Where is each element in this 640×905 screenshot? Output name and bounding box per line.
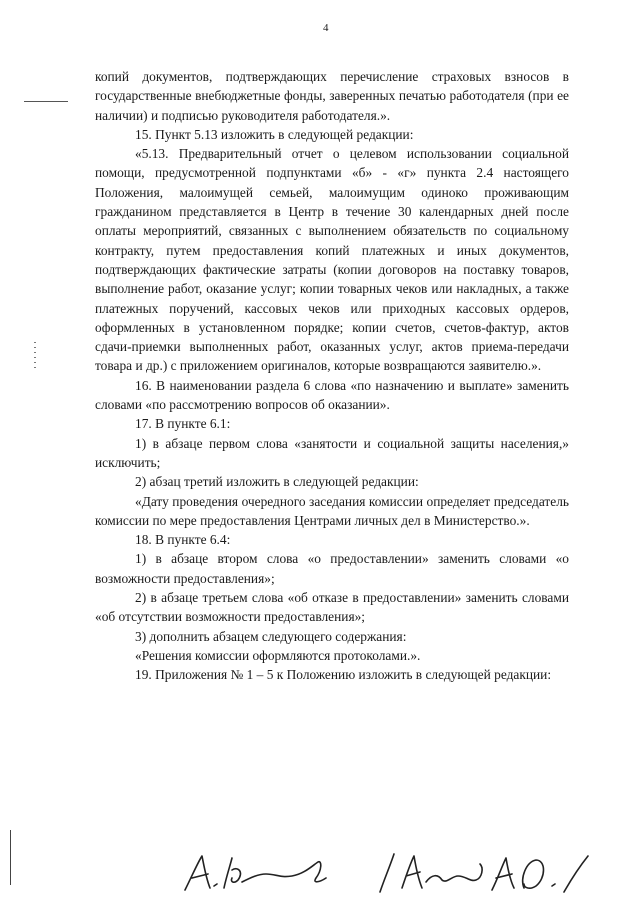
page-number: 4	[323, 22, 329, 34]
document-body	[95, 67, 569, 685]
item-18: 18. В пункте 6.4:	[135, 532, 231, 548]
item-5-13-text: «5.13. Предварительный отчет о целевом использовании социальной помощи, предусмотренной подпунктами «б» - «г» пункта 2.4 настоящего Положения, малоимущей семьей, малоимущим одиноко проживающим гражданином представляется в Центр в течение 30 календарных дней после оплаты мероприятий, связанных с выполнением обязательств по социальному контракту, путем предоставления копий платежных и иных документов, подтверждающих фактические затраты (копии договоров на поставку товаров, выполнение работ, оказание услуг; копии товарных чеков или накладных, а также платежных поручений, кассовых чеков или приходных кассовых ордеров, оформленных в установленном порядке; копии счетов, счетов-фактур, актов сдачи-приемки выполненных работ, оказанных услуг, актов приема-передачи товара и др.) с приложением оригиналов, которые возвращаются заявителю.».	[95, 146, 569, 374]
item-17: 17. В пункте 6.1:	[135, 416, 231, 432]
item-19: 19. Приложения № 1 – 5 к Положению изложить в следующей редакции:	[135, 667, 552, 683]
item-18-quote: «Решения комиссии оформляются протоколами.».	[135, 647, 421, 663]
item-18-sub-2: 2) в абзаце третьем слова «об отказе в предоставлении» заменить словами «об отсутствии возможности предоставления»;	[95, 590, 569, 625]
item-17-quote: «Дату проведения очередного заседания комиссии определяет председатель комиссии по мере предоставления Центрами личных дел в Министерство.».	[95, 493, 569, 528]
item-18-sub-1: 1) в абзаце втором слова «о предоставлении» заменить словами «о возможности предоставления»;	[95, 551, 569, 586]
handwritten-signatures	[180, 848, 610, 898]
margin-dots	[34, 342, 36, 370]
item-15: 15. Пункт 5.13 изложить в следующей редакции:	[135, 126, 414, 142]
item-17-sub-1: 1) в абзаце первом слова «занятости и социальной защиты населения,» исключить;	[95, 435, 569, 470]
item-16: 16. В наименовании раздела 6 слова «по назначению и выплате» заменить словами «по рассмотрению вопросов об оказании».	[95, 377, 569, 413]
item-17-sub-2: 2) абзац третий изложить в следующей редакции:	[135, 474, 419, 490]
item-18-sub-3: 3) дополнить абзацем следующего содержания:	[135, 628, 407, 644]
paragraph-continuation: копий документов, подтверждающих перечисление страховых взносов в государственные внебюджетные фонды, заверенных печатью работодателя (при ее наличии) и подписью руководителя работодателя.».	[95, 69, 569, 123]
margin-mark	[24, 101, 68, 102]
scan-edge-line	[10, 830, 11, 885]
